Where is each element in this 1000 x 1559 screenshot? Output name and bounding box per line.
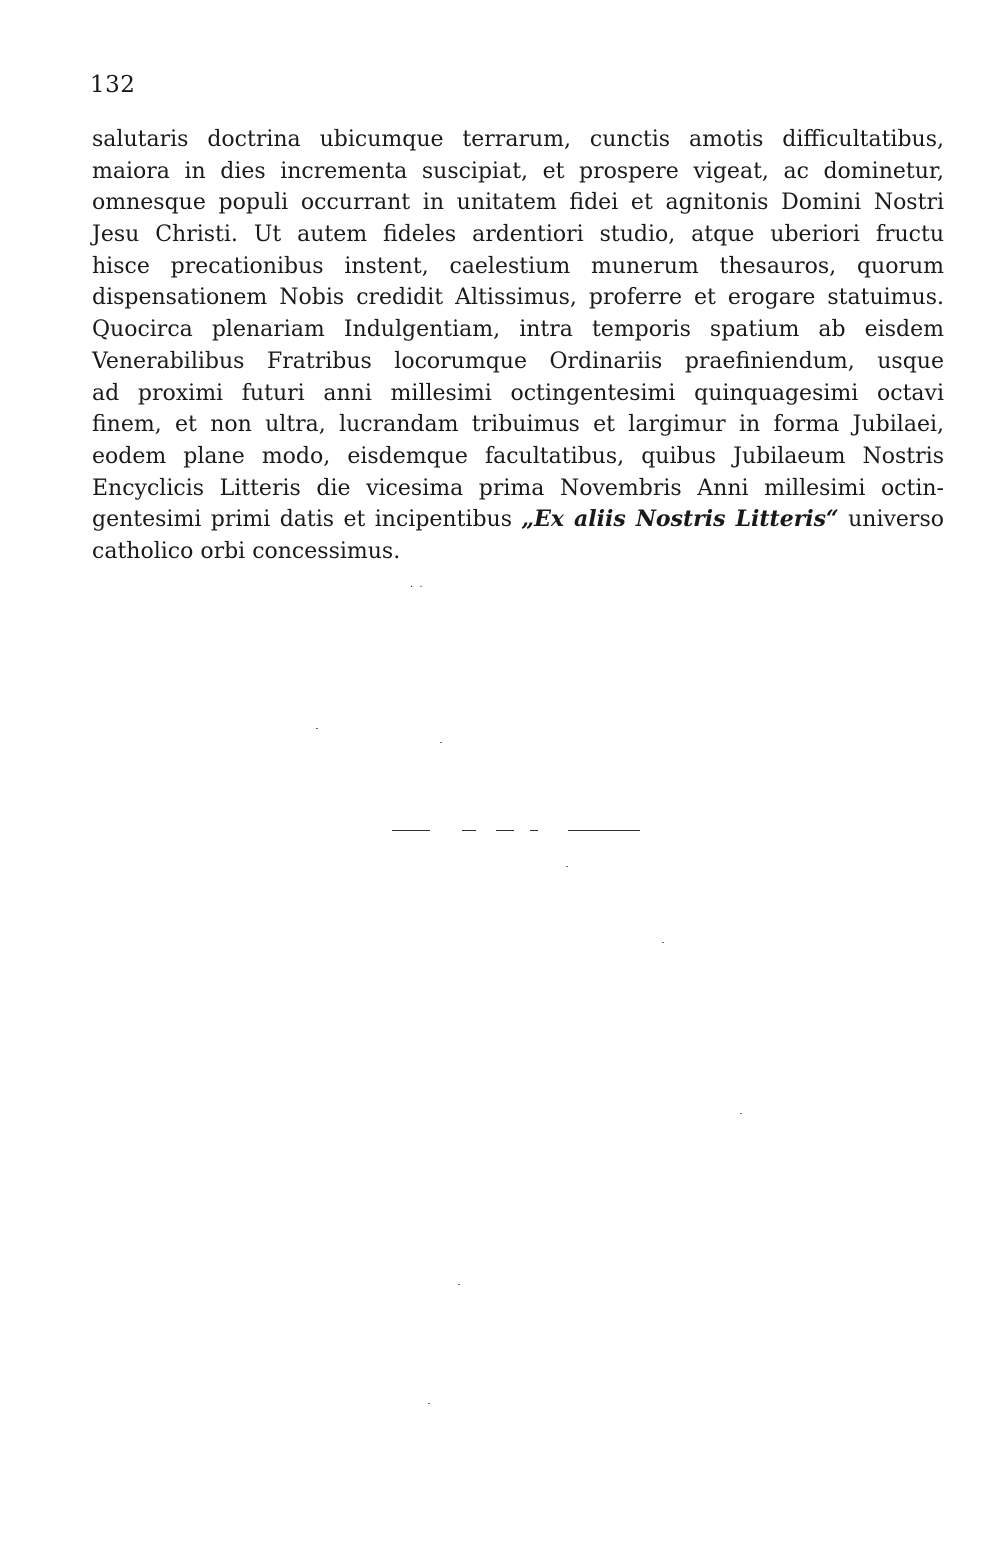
body-text — [92, 124, 944, 568]
scan-speck — [316, 728, 318, 729]
text-line-final: catholico orbi concessimus. — [92, 538, 401, 564]
scan-speck — [458, 1284, 460, 1285]
separator-rule — [568, 830, 640, 831]
text-line: Encyclicis Litteris die vicesima prima Novembris Anni millesimi octin- — [92, 475, 944, 501]
text-line: Venerabilibus Fratribus locorumque Ordinariis praefiniendum, usque — [92, 348, 944, 374]
text-line: hisce precationibus instent, caelestium munerum thesauros, quorum — [92, 253, 944, 279]
text-line: salutaris doctrina ubicumque terrarum, cunctis amotis difficultatibus, — [92, 127, 944, 152]
text-line: Jesu Christi. Ut autem fideles ardentiori studio, atque uberiori fructu — [92, 222, 944, 248]
text-line: maiora in dies incrementa suscipiat, et prospere vigeat, ac dominetur, — [92, 158, 944, 184]
separator-rule — [496, 830, 514, 831]
separator-rule — [530, 830, 538, 831]
text-segment: gentesimi primi datis et incipentibus — [92, 507, 522, 533]
text-line: Quocirca plenariam Indulgentiam, intra temporis spatium ab eisdem — [92, 317, 944, 343]
scan-speck — [428, 1403, 430, 1404]
text-segment: universo — [838, 507, 944, 533]
stray-marks: · · — [410, 582, 423, 593]
citation-title: „Ex aliis Nostris Litteris“ — [521, 506, 839, 533]
separator-rule — [392, 830, 430, 831]
text-line-with-citation — [92, 504, 944, 536]
text-line: ad proximi futuri anni millesimi octingentesimi quinquagesimi octavi — [92, 380, 944, 406]
text-line: omnesque populi occurrant in unitatem fidei et agnitonis Domini Nostri — [92, 190, 944, 216]
text-line: dispensationem Nobis credidit Altissimus, proferre et erogare statuimus. — [92, 285, 944, 311]
separator-rule — [462, 830, 476, 831]
scan-speck — [566, 866, 568, 867]
page-number: 132 — [90, 72, 136, 98]
scan-speck — [440, 742, 442, 743]
scan-speck — [662, 942, 664, 943]
text-line: eodem plane modo, eisdemque facultatibus, quibus Jubilaeum Nostris — [92, 443, 944, 469]
scan-speck — [740, 1113, 742, 1114]
text-line: finem, et non ultra, lucrandam tribuimus et largimur in forma Jubilaei, — [92, 412, 944, 438]
